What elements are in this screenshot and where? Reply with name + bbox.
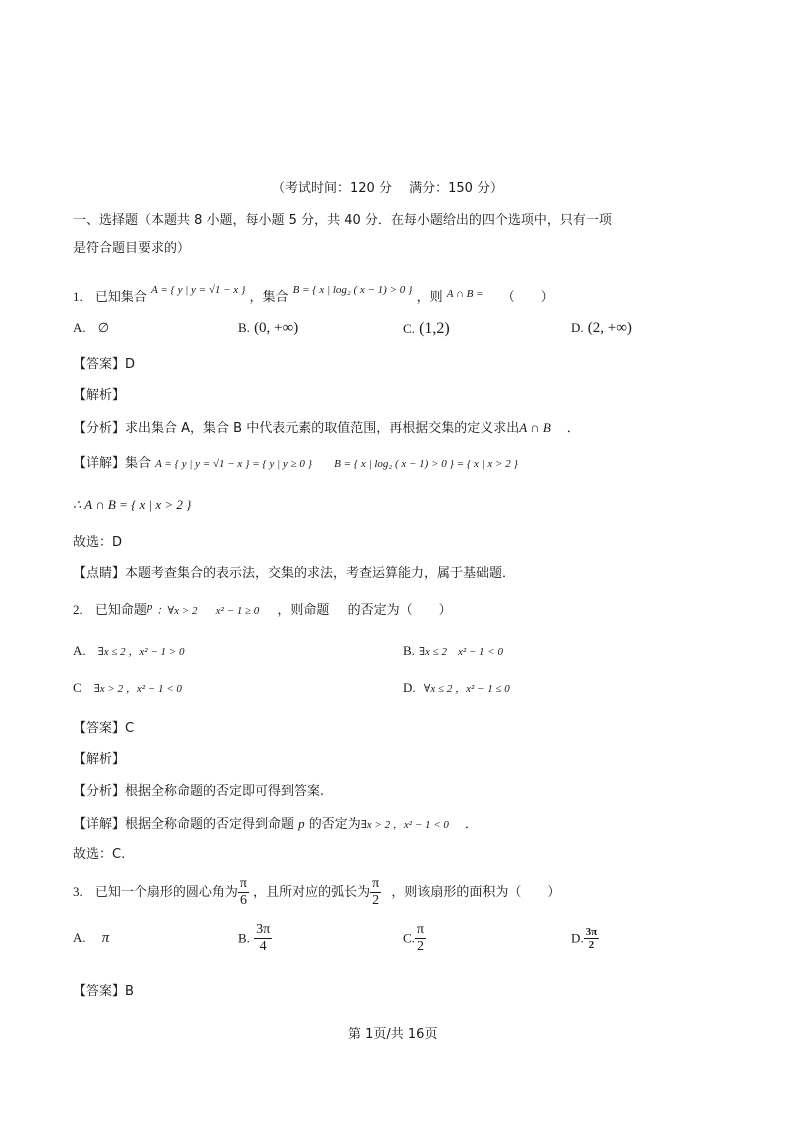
q2-option-b: B. ∃x ≤ 2 x² − 1 < 0 bbox=[403, 643, 503, 658]
q1-xiangjie: 【详解】集合 A = { y | y = √1 − x } = { y | y ≥ 0 } B = { x | log₂ ( x − 1) > 0 } = { x | x > 2 } bbox=[73, 456, 518, 471]
q3-angle-fraction: $\frac{\pi}{6}$ bbox=[239, 876, 247, 908]
question-1-set-b: B = { x | log₂ ( x − 1) > 0 } bbox=[292, 284, 413, 296]
q3-option-b: B. $\frac{3\pi}{4}$ bbox=[238, 922, 271, 954]
question-1-number: 1. bbox=[73, 289, 83, 304]
page-footer: 第 1页/共 16页 bbox=[348, 1027, 438, 1042]
q2-analysis-title: 【解析】 bbox=[73, 752, 126, 767]
question-1-text-a: 已知集合 bbox=[94, 290, 147, 305]
q1-analysis-title: 【解析】 bbox=[73, 388, 126, 403]
question-3-stem: 3. 已知一个扇形的圆心角为 $\frac{\pi}{6}$ ，且所对应的弧长为 $\frac{\pi}{2}$ ，则该扇形的面积为（ ） bbox=[73, 876, 561, 908]
q1-option-c: C. (1,2) bbox=[403, 320, 450, 337]
question-2-stem: 2. 已知命题$^p$ ：∀x > 2 x² − 1 ≥ 0 ，则命题 的否定为（ ） bbox=[73, 601, 452, 618]
q2-xiangjie: 【详解】根据全称命题的否定得到命题 p 的否定为∃x > 2 ，x² − 1 < 0 ． bbox=[73, 816, 478, 832]
q3-answer: 【答案】B bbox=[73, 984, 134, 999]
section-intro-line2: 是符合题目要求的） bbox=[73, 241, 191, 256]
q2-answer: 【答案】C bbox=[73, 721, 135, 736]
question-1-paren: （ ） bbox=[501, 290, 554, 305]
q3-option-d: D. $\frac{3\pi}{2}$ bbox=[571, 926, 598, 951]
section-intro-line1: 一、选择题（本题共 8 小题，每小题 5 分，共 40 分．在每小题给出的四个选项中，只有一项 bbox=[73, 213, 612, 228]
q1-option-a: A. ∅ bbox=[73, 320, 110, 335]
q1-answer: 【答案】D bbox=[73, 357, 136, 372]
question-1-text-c: ，则 bbox=[416, 290, 443, 305]
q2-choice: 故选：C. bbox=[73, 847, 126, 862]
q1-dianjing: 【点睛】本题考查集合的表示法，交集的求法，考查运算能力，属于基础题． bbox=[73, 566, 516, 581]
q1-fenxi: 【分析】求出集合 A，集合 B 中代表元素的取值范围，再根据交集的定义求出A ∩ B ． bbox=[73, 420, 580, 436]
q2-option-a: A. ∃x ≤ 2 ，x² − 1 > 0 bbox=[73, 643, 185, 658]
q3-option-a: A. π bbox=[73, 930, 110, 946]
q1-choice: 故选：D bbox=[73, 535, 123, 550]
q1-option-d: D. (2, +∞) bbox=[571, 320, 632, 336]
q2-fenxi: 【分析】根据全称命题的否定即可得到答案. bbox=[73, 784, 325, 799]
exam-time-info: （考试时间：120 分 满分：150 分） bbox=[272, 181, 504, 196]
q2-option-d: D. ∀x ≤ 2 ，x² − 1 ≤ 0 bbox=[403, 680, 510, 695]
q1-therefore: ∴ A ∩ B = { x | x > 2 } bbox=[73, 497, 192, 512]
q1-option-b: B. (0, +∞) bbox=[238, 320, 299, 336]
question-1-set-a: A = { y | y = √1 − x } bbox=[151, 284, 246, 296]
question-1-stem bbox=[73, 284, 554, 307]
q3-arc-fraction: $\frac{\pi}{2}$ bbox=[372, 876, 380, 908]
q2-option-c: C ∃x > 2 ，x² − 1 < 0 bbox=[73, 680, 182, 695]
q3-option-c: C. $\frac{\pi}{2}$ bbox=[403, 922, 424, 954]
question-1-expression: A ∩ B = bbox=[446, 288, 484, 300]
question-1-text-b: ，集合 bbox=[249, 290, 289, 305]
